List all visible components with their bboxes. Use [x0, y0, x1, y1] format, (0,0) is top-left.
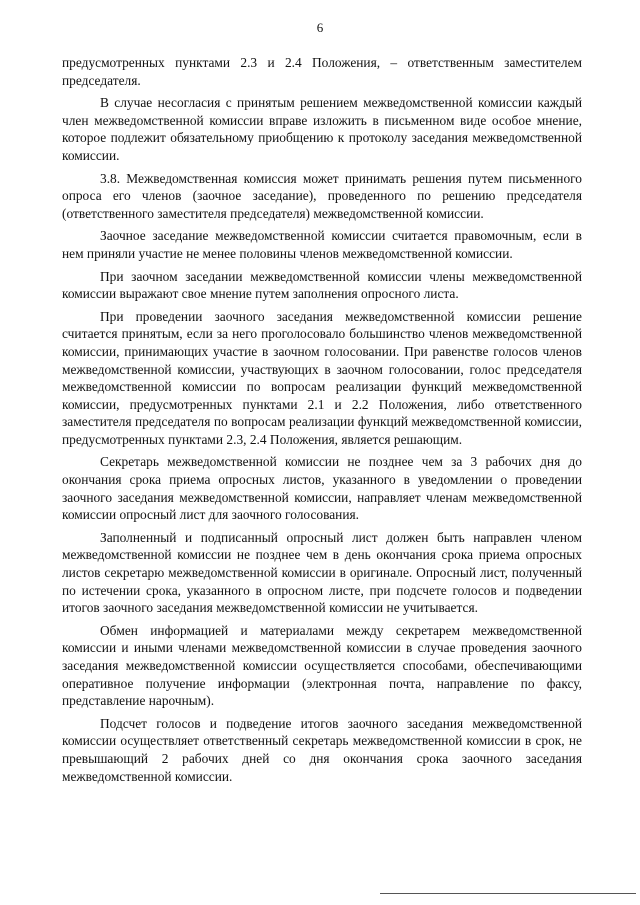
- document-body: [62, 54, 582, 790]
- paragraph-information-exchange: Обмен информацией и материалами между секретарем межведомственной комиссии и иными членами межведомственной комиссии в случае проведения заочного заседания межведомственной комиссии осуществляется способами, обеспечивающими оперативное получение информации (электронная почта, направление по факсу, представление нарочным).: [62, 622, 582, 709]
- paragraph-decision-rule: При проведении заочного заседания межведомственной комиссии решение считается принятым, если за него проголосовало большинство членов межведомственной комиссии, принимающих участие в заочном голосовании. При равенстве голосов членов межведомственной комиссии, участвующих в заочном голосовании, голос председателя межведомственной комиссии по вопросам реализации функций межведомственной комиссии, предусмотренных пунктами 2.1 и 2.2 Положения, либо ответственного заместителя председателя по вопросам реализации функций межведомственной комиссии, предусмотренных пунктами 2.3, 2.4 Положения, является решающим.: [62, 308, 582, 447]
- paragraph-quorum: Заочное заседание межведомственной комиссии считается правомочным, если в нем приняли участие не менее половины членов межведомственной комиссии.: [62, 228, 582, 261]
- paragraph-3-8-written-poll: 3.8. Межведомственная комиссия может принимать решения путем письменного опроса его членов (заочное заседание), проведенного по решению председателя (ответственного заместителя председателя) межведомственной комиссии.: [62, 170, 582, 221]
- page-number: 6: [316, 20, 324, 35]
- paragraph-dissent-opinion: В случае несогласия с принятым решением межведомственной комиссии каждый член межведомственной комиссии вправе изложить в письменном виде особое мнение, которое подлежит обязательному приобщению к протоколу заседания межведомственной комиссии.: [62, 95, 582, 163]
- paragraph-member-opinion: При заочном заседании межведомственной комиссии члены межведомственной комиссии выражают свое мнение путем заполнения опросного листа.: [62, 268, 582, 302]
- paragraph-secretary-sends-sheet: Секретарь межведомственной комиссии не позднее чем за 3 рабочих дня до окончания срока приема опросных листов, указанного в уведомлении о проведении заочного заседания межведомственной комиссии, направляет членам межведомственной комиссии опросный лист для заочного голосования.: [62, 454, 582, 523]
- footer-rule: [380, 893, 636, 894]
- paragraph-continuation: предусмотренных пунктами 2.3 и 2.4 Положения, – ответственным заместителем председателя.: [62, 55, 582, 88]
- paragraph-vote-count: Подсчет голосов и подведение итогов заочного заседания межведомственной комиссии осуществляет ответственный секретарь межведомственной комиссии в срок, не превышающий 2 рабочих дней со дня окончания срока заочного заседания межведомственной комиссии.: [62, 715, 582, 784]
- paragraph-completed-sheet: Заполненный и подписанный опросный лист должен быть направлен членом межведомственной комиссии не позднее чем в день окончания срока приема опросных листов секретарю межведомственной комиссии в оригинале. Опросный лист, полученный по истечении срока, указанного в опросном листе, при подсчете голосов и подведении итогов заочного заседания межведомственной комиссии не учитывается.: [62, 529, 582, 616]
